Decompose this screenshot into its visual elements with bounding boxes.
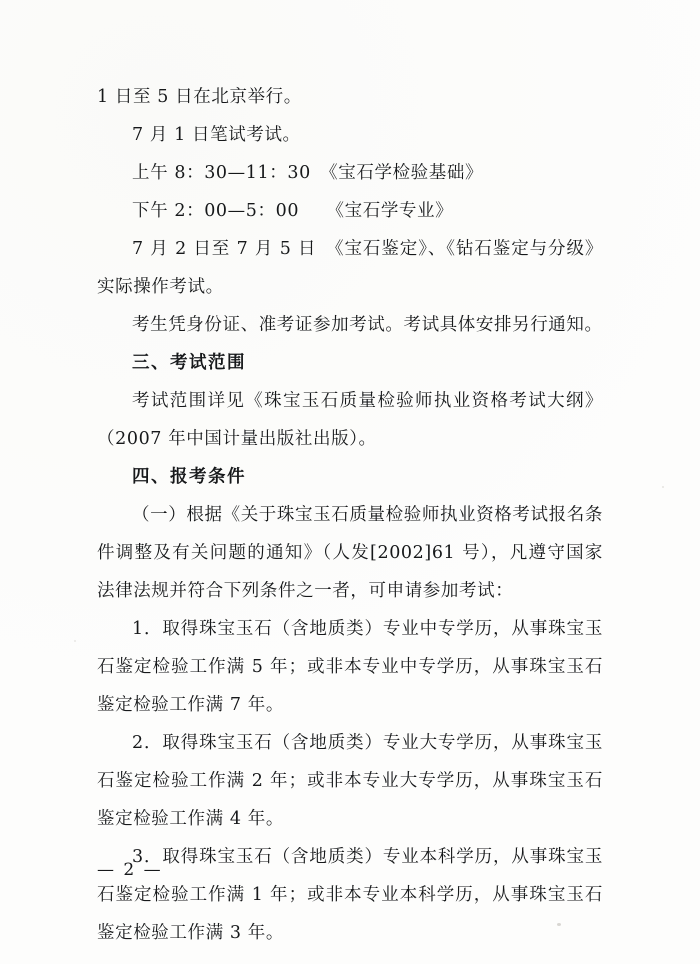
section-heading-four: 四、报考条件 bbox=[132, 467, 246, 487]
paragraph-13: 3．取得珠宝玉石（含地质类）专业本科学历，从事珠宝玉石鉴定检验工作满 1 年；或非本专业本科学历，从事珠宝玉石鉴定检验工作满 3 年。 bbox=[97, 847, 603, 943]
paragraph-4: 下午 2：00—5：00 《宝石学专业》 bbox=[132, 201, 454, 221]
paper-speck bbox=[662, 486, 664, 488]
paragraph-10: （一）根据《关于珠宝玉石质量检验师执业资格考试报名条件调整及有关问题的通知》（人发[2002]61 号），凡遵守国家法律法规并符合下列条件之一者，可申请参加考试： bbox=[97, 505, 603, 601]
page-number: — 2 — bbox=[97, 860, 163, 880]
paragraph-3: 上午 8：30—11：30 《宝石学检验基础》 bbox=[132, 163, 484, 183]
paragraph-11: 1．取得珠宝玉石（含地质类）专业中专学历，从事珠宝玉石鉴定检验工作满 5 年；或非本专业中专学历，从事珠宝玉石鉴定检验工作满 7 年。 bbox=[97, 619, 603, 715]
paragraph-2: 7 月 1 日笔试考试。 bbox=[132, 125, 301, 145]
document-body bbox=[97, 78, 603, 952]
paragraph-8: 考试范围详见《珠宝玉石质量检验师执业资格考试大纲》（2007 年中国计量出版社出版）。 bbox=[97, 391, 603, 449]
paragraph-5: 7 月 2 日至 7 月 5 日 《宝石鉴定》、《钻石鉴定与分级》实际操作考试。 bbox=[97, 239, 603, 297]
paragraph-12: 2．取得珠宝玉石（含地质类）专业大专学历，从事珠宝玉石鉴定检验工作满 2 年；或非本专业大专学历，从事珠宝玉石鉴定检验工作满 4 年。 bbox=[97, 733, 603, 829]
paper-speck bbox=[557, 923, 561, 926]
section-heading-three: 三、考试范围 bbox=[132, 353, 246, 373]
paper-speck bbox=[74, 640, 76, 642]
paragraph-6: 考生凭身份证、准考证参加考试。考试具体安排另行通知。 bbox=[132, 315, 603, 335]
paragraph-1: 1 日至 5 日在北京举行。 bbox=[97, 87, 302, 107]
